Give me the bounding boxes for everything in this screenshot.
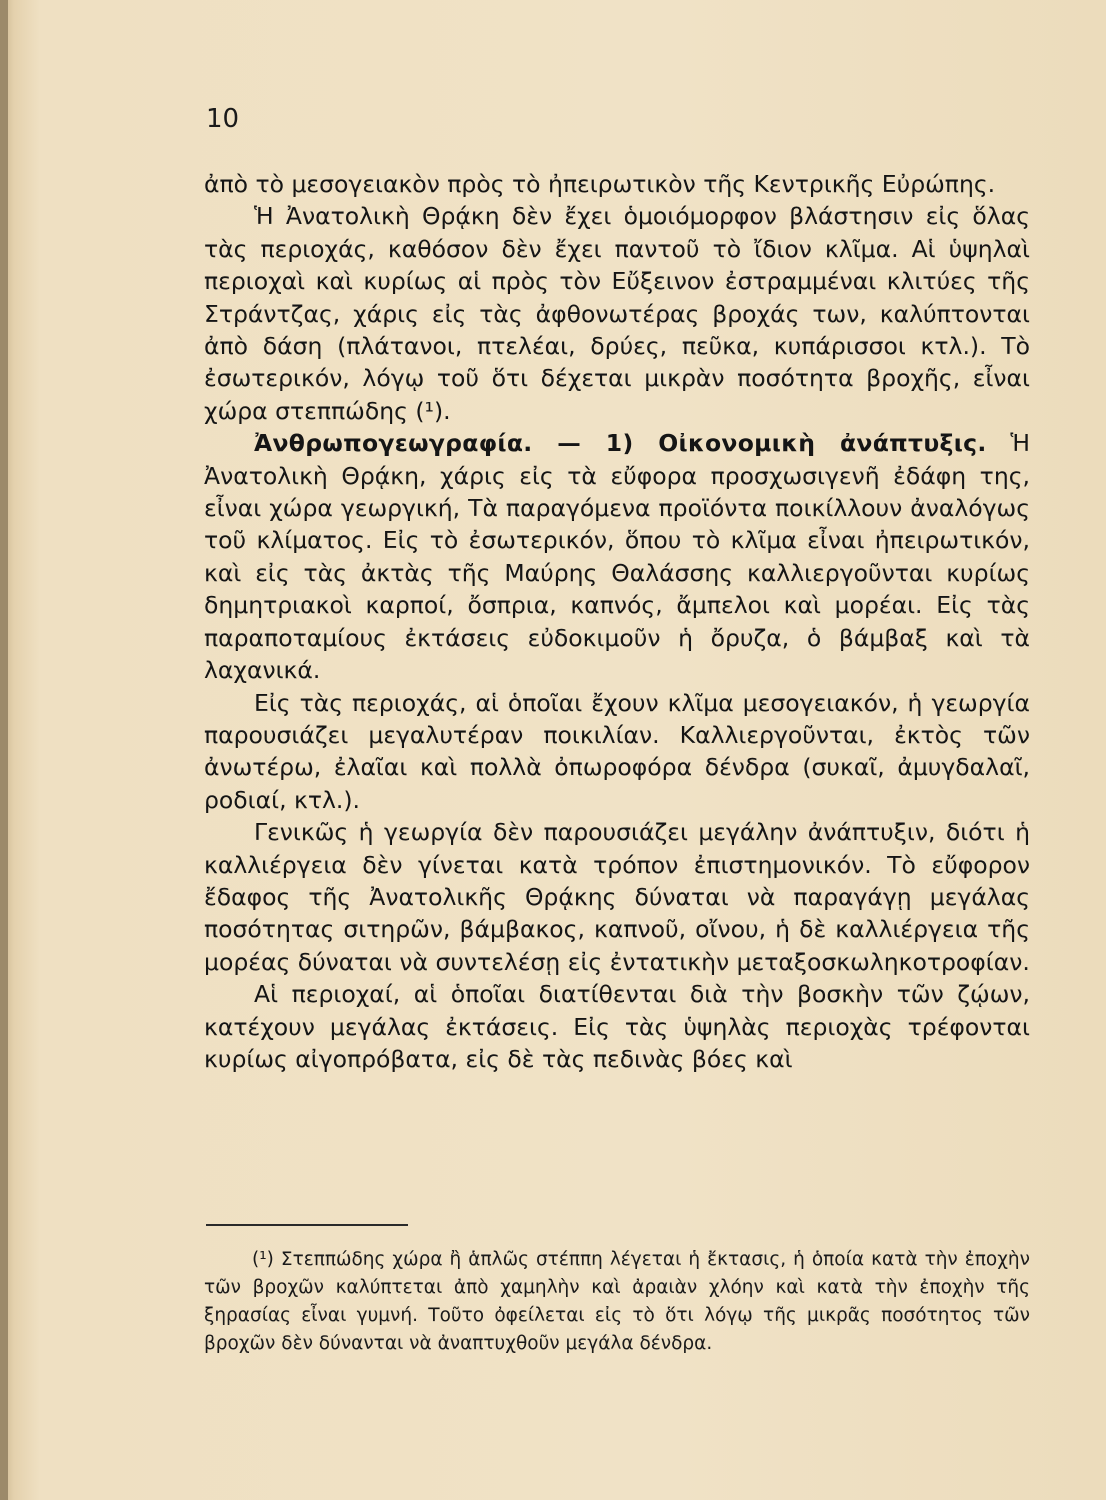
paragraph-5: Γενικῶς ἡ γεωργία δὲν παρουσιάζει μεγάλην ἀνάπτυξιν, διότι ἡ καλλιέργεια δὲν γίνεται κατὰ τρόπον ἐπιστημονικόν. Τὸ εὔφορον ἔδαφος τῆς Ἀνατολικῆς Θρᾴκης δύναται νὰ παραγάγῃ μεγάλας ποσότητας σιτηρῶν, βάμβακος, καπνοῦ, οἴνου, ἡ δὲ καλλιέργεια τῆς μορέας δύναται νὰ συντελέσῃ εἰς ἐντατικὴν μεταξοσκωληκοτροφίαν. xyxy=(204,818,1030,976)
footnote-text: (¹) Στεππώδης χώρα ἢ ἁπλῶς στέππη λέγεται ἡ ἔκτασις, ἡ ὁποία κατὰ τὴν ἐποχὴν τῶν βροχῶν καλύπτεται ἀπὸ χαμηλὴν καὶ ἀραιὰν χλόην καὶ κατὰ τὴν ἐποχὴν τῆς ξηρασίας εἶναι γυμνή. Τοῦτο ὀφείλεται εἰς τὸ ὅτι λόγῳ τῆς μικρᾶς ποσότητος τῶν βροχῶν δὲν δύνανται νὰ ἀναπτυχθοῦν μεγάλα δένδρα. xyxy=(204,1249,1030,1354)
paragraph-3-body: Ἡ Ἀνατολικὴ Θρᾴκη, χάρις εἰς τὰ εὔφορα προσχωσιγενῆ ἐδάφη της, εἶναι χώρα γεωργική, Τὰ παραγόμενα προϊόντα ποικίλλουν ἀναλόγως τοῦ κλίματος. Εἰς τὸ ἐσωτερικόν, ὅπου τὸ κλῖμα εἶναι ἠπειρωτικόν, καὶ εἰς τὰς ἀκτὰς τῆς Μαύρης Θαλάσσης καλλιεργοῦνται κυρίως δημητριακοὶ καρποί, ὄσπρια, καπνός, ἄμπελοι καὶ μορέαι. Εἰς τὰς παραποταμίους ἐκτάσεις εὐδοκιμοῦν ἡ ὄρυζα, ὁ βάμβαξ καὶ τὰ λαχανικά. xyxy=(204,429,1030,685)
paragraph-2: Ἡ Ἀνατολικὴ Θρᾴκη δὲν ἔχει ὁμοιόμορφον βλάστησιν εἰς ὅλας τὰς περιοχάς, καθόσον δὲν ἔχει παντοῦ τὸ ἴδιον κλῖμα. Αἱ ὑψηλαὶ περιοχαὶ καὶ κυρίως αἱ πρὸς τὸν Εὔξεινον ἐστραμμέναι κλιτύες τῆς Στράντζας, χάρις εἰς τὰς ἀφθονωτέρας βροχάς των, καλύπτονται ἀπὸ δάση (πλάτανοι, πτελέαι, δρύες, πεῦκα, κυπάρισσοι κτλ.). Τὸ ἐσωτερικόν, λόγῳ τοῦ ὅτι δέχεται μικρὰν ποσότητα βροχῆς, εἶναι χώρα στεππώδης (¹). xyxy=(204,202,1030,425)
footnote xyxy=(204,1246,1030,1358)
main-text xyxy=(204,168,1030,1075)
paragraph-1: ἀπὸ τὸ μεσογειακὸν πρὸς τὸ ἠπειρωτικὸν τῆς Κεντρικῆς Εὐρώπης. xyxy=(204,170,996,198)
footnote-divider xyxy=(206,1224,408,1226)
paragraph-4: Εἰς τὰς περιοχάς, αἱ ὁποῖαι ἔχουν κλῖμα μεσογειακόν, ἡ γεωργία παρουσιάζει μεγαλυτέραν ποικιλίαν. Καλλιεργοῦνται, ἐκτὸς τῶν ἀνωτέρω, ἐλαῖαι καὶ πολλὰ ὀπωροφόρα δένδρα (συκαῖ, ἀμυγδαλαῖ, ροδιαί, κτλ.). xyxy=(204,688,1030,814)
page-number: 10 xyxy=(206,104,240,134)
paragraph-6: Αἱ περιοχαί, αἱ ὁποῖαι διατίθενται διὰ τὴν βοσκὴν τῶν ζῴων, κατέχουν μεγάλας ἐκτάσεις. Εἰς τὰς ὑψηλὰς περιοχὰς τρέφονται κυρίως αἰγοπρόβατα, εἰς δὲ τὰς πεδινὰς βόες καὶ xyxy=(204,980,1030,1073)
paragraph-3 xyxy=(204,427,1030,686)
page-spine-edge xyxy=(0,0,8,1500)
section-heading: Ἀνθρωπογεωγραφία. — 1) Οἰκονομικὴ ἀνάπτυξις. xyxy=(254,429,987,458)
